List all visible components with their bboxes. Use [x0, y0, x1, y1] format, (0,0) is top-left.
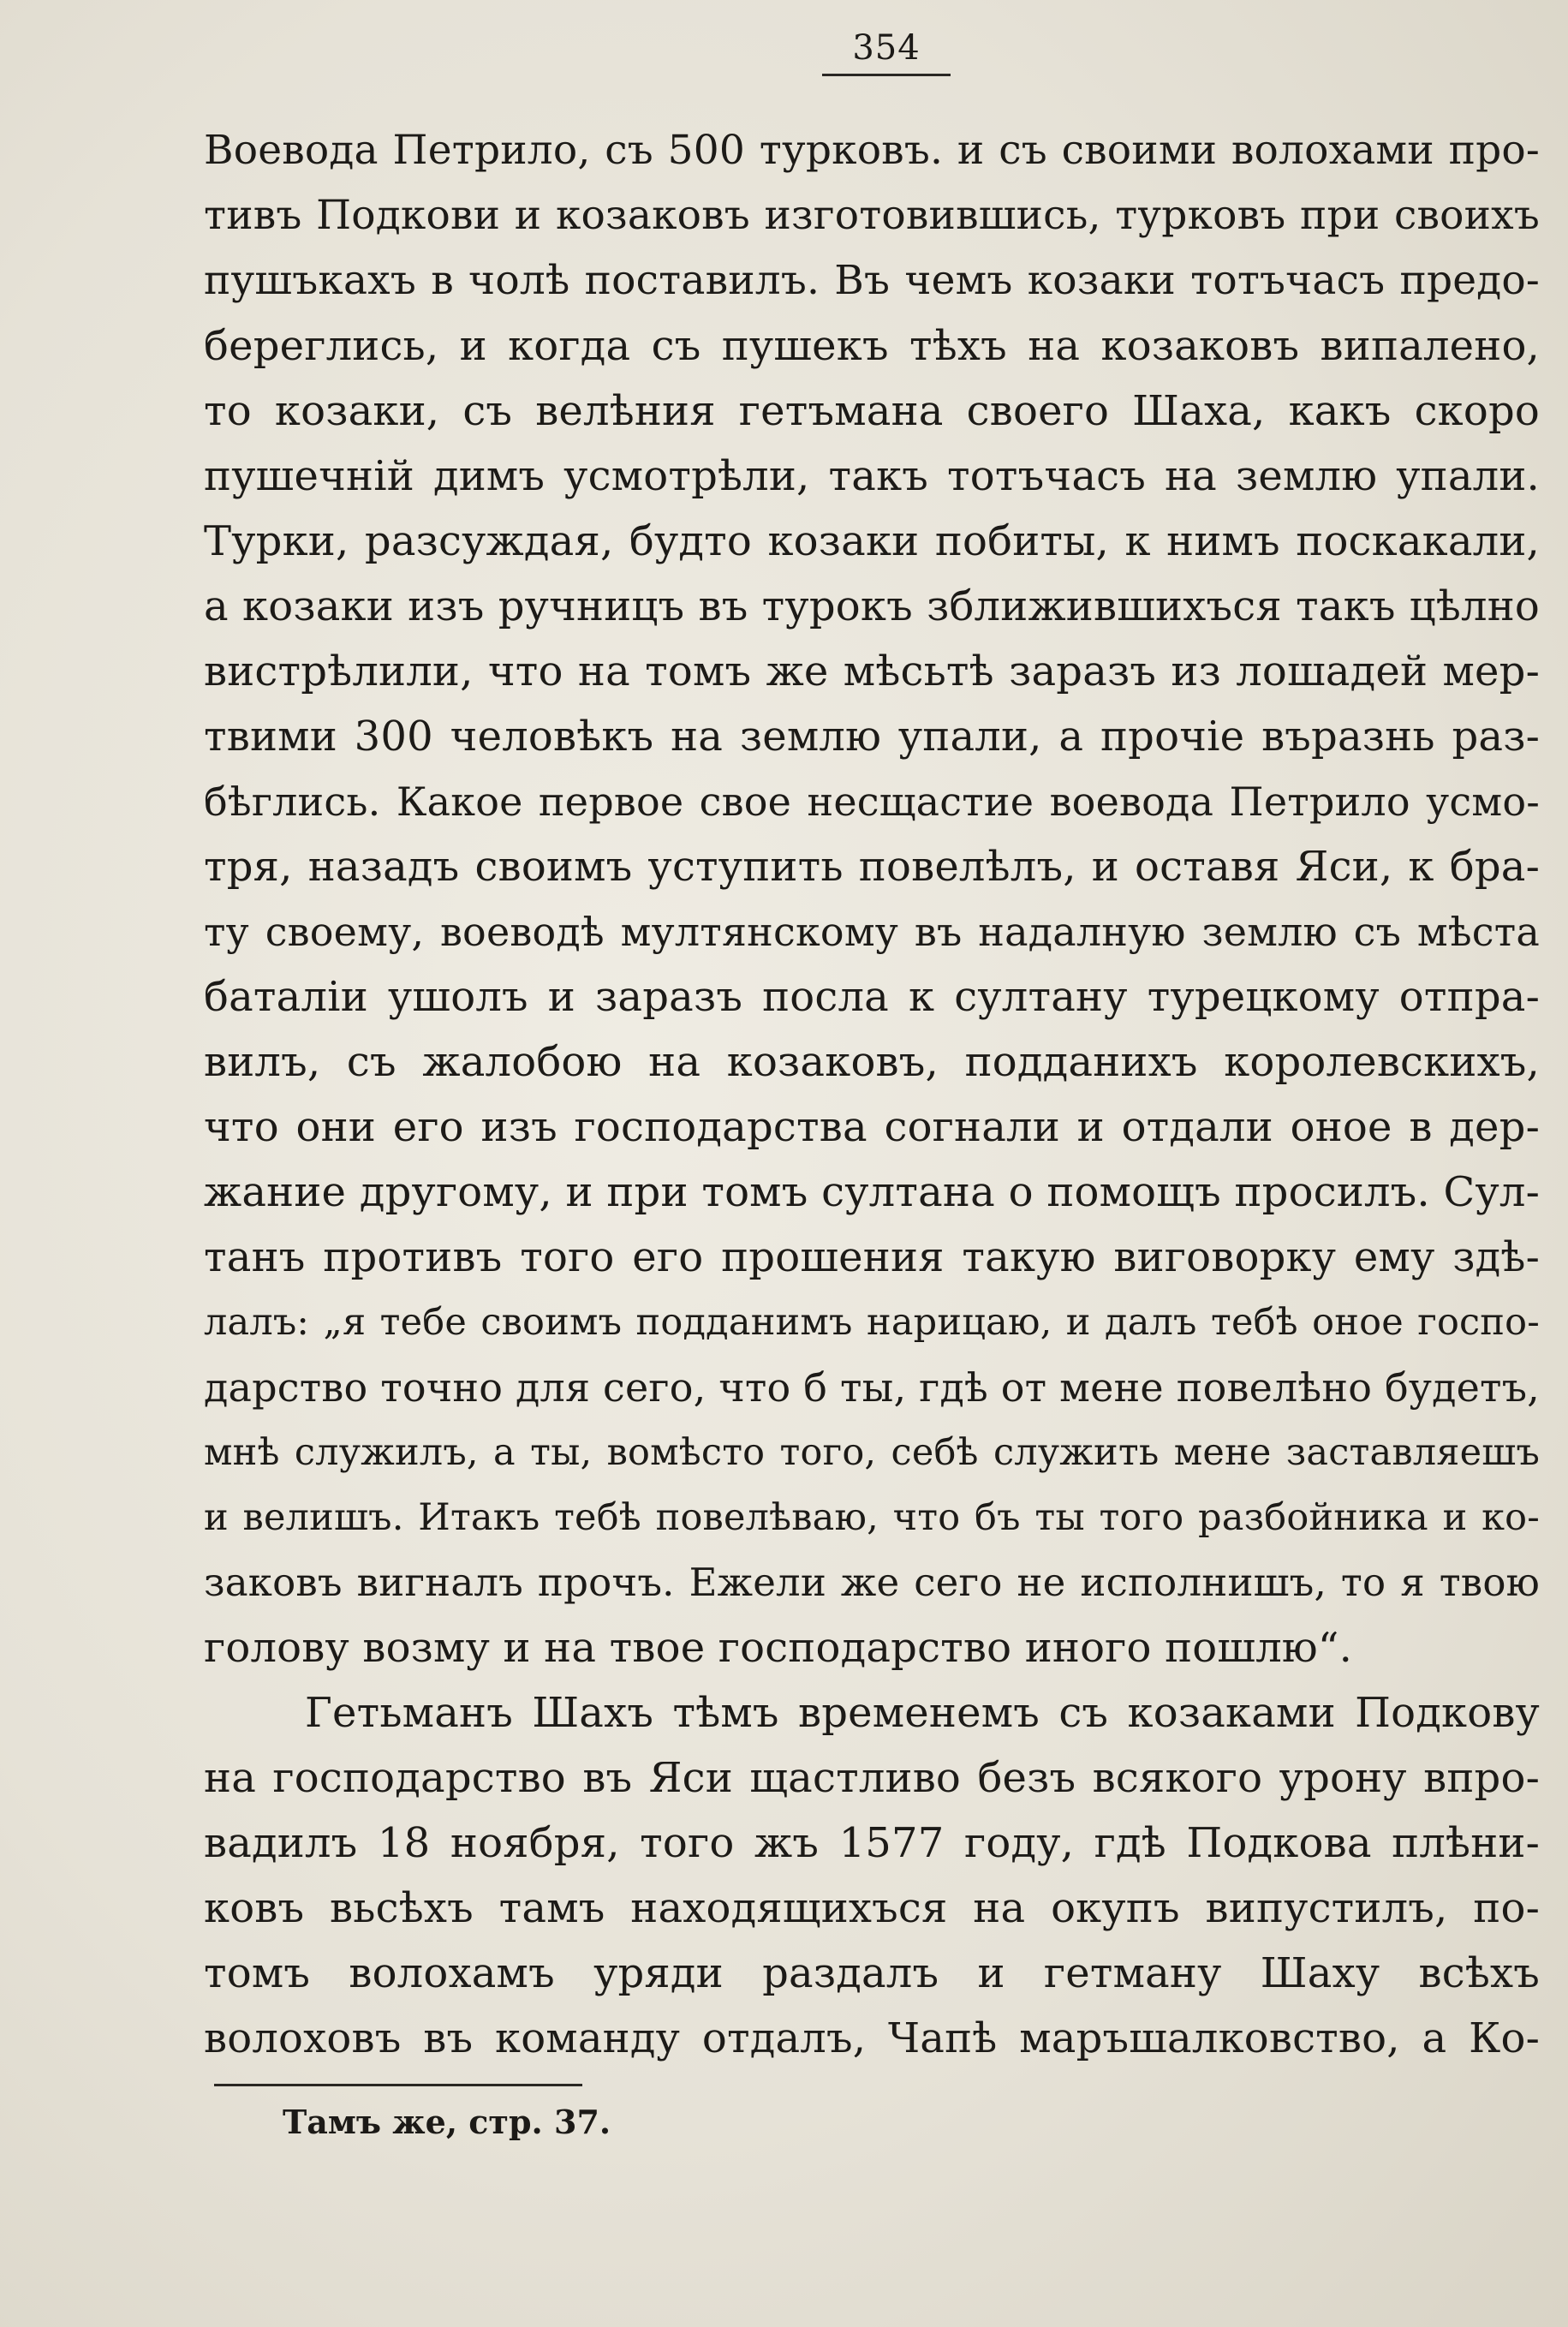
text-line: вилъ, съ жалобою на козаковъ, подданихъ королевскихъ,: [204, 1038, 1540, 1086]
paragraph-1: [204, 118, 1540, 1680]
footnote-divider: [214, 2084, 582, 2086]
text-line: ковъ вьсѣхъ тамъ находящихъся на окупъ випустилъ, по-: [204, 1884, 1540, 1932]
text-line: танъ противъ того его прошения такую виговорку ему здѣ-: [204, 1233, 1540, 1281]
paragraph-2: [204, 1680, 1540, 2071]
text-line: пушечній димъ усмотрѣли, такъ тотъчасъ на землю упали.: [204, 452, 1540, 500]
text-line: голову возму и на твое господарство иного пошлю“.: [204, 1624, 1353, 1672]
text-line: томъ волохамъ уряди раздалъ и гетману Шаху всѣхъ: [204, 1949, 1540, 1997]
text-line: дарство точно для сего, что б ты, гдѣ от мене повелѣно будетъ,: [204, 1364, 1540, 1411]
text-line: бѣглись. Какое первое свое несщастие воевода Петрило усмо-: [204, 779, 1540, 825]
footnote: Тамъ же, стр. 37.: [283, 2103, 611, 2141]
text-line: тивъ Подкови и козаковъ изготовившись, турковъ при своихъ: [204, 192, 1540, 239]
text-line: Турки, разсуждая, будто козаки побиты, к нимъ поскакали,: [204, 517, 1540, 565]
body-text: [204, 118, 1540, 2071]
text-line: на господарство въ Яси щастливо безъ всякого урону впро-: [204, 1754, 1540, 1802]
text-line: волоховъ въ команду отдалъ, Чапѣ маръшалковство, а Ко-: [204, 2014, 1540, 2062]
text-line: твими 300 человѣкъ на землю упали, а прочіе въразнь раз-: [204, 713, 1540, 761]
text-line: заковъ вигналъ прочъ. Ежели же сего не исполнишъ, то я твою: [204, 1560, 1540, 1605]
text-line: ту своему, воеводѣ мултянскому въ надалную землю съ мѣста: [204, 909, 1540, 955]
text-line: а козаки изъ ручницъ въ турокъ зближившихъся такъ цѣлно: [204, 582, 1540, 630]
text-line: то козаки, съ велѣния гетъмана своего Шаха, какъ скоро: [204, 387, 1540, 435]
text-line: береглись, и когда съ пушекъ тѣхъ на козаковъ випалено,: [204, 322, 1540, 370]
text-line: вадилъ 18 ноября, того жъ 1577 году, гдѣ Подкова плѣни-: [204, 1819, 1540, 1867]
text-line: вистрѣлили, что на томъ же мѣсьтѣ заразъ из лошадей мер-: [204, 647, 1540, 695]
text-line: жание другому, и при томъ султана о помощъ просилъ. Сул-: [204, 1168, 1540, 1216]
text-line: пушъкахъ в чолѣ поставилъ. Въ чемъ козаки тотъчасъ предо-: [204, 257, 1540, 304]
text-line: баталіи ушолъ и заразъ посла к султану турецкому отпра-: [204, 973, 1540, 1021]
text-line: лалъ: „я тебе своимъ подданимъ нарицаю, и далъ тебѣ оное госпо-: [204, 1301, 1540, 1344]
text-line: и велишъ. Итакъ тебѣ повелѣваю, что бъ ты того разбойника и ко-: [204, 1496, 1540, 1539]
text-line: тря, назадъ своимъ уступить повелѣлъ, и оставя Яси, к бра-: [204, 843, 1540, 891]
page-number: 354: [822, 24, 951, 76]
text-line: что они его изъ господарства согнали и отдали оное в дер-: [204, 1103, 1540, 1151]
text-line: мнѣ служилъ, а ты, вомѣсто того, себѣ служить мене заставляешъ: [204, 1431, 1540, 1474]
text-line: Гетьманъ Шахъ тѣмъ временемъ съ козаками Подкову: [305, 1689, 1540, 1737]
text-line: Воевода Петрило, съ 500 турковъ. и съ своими волохами про-: [204, 127, 1540, 174]
